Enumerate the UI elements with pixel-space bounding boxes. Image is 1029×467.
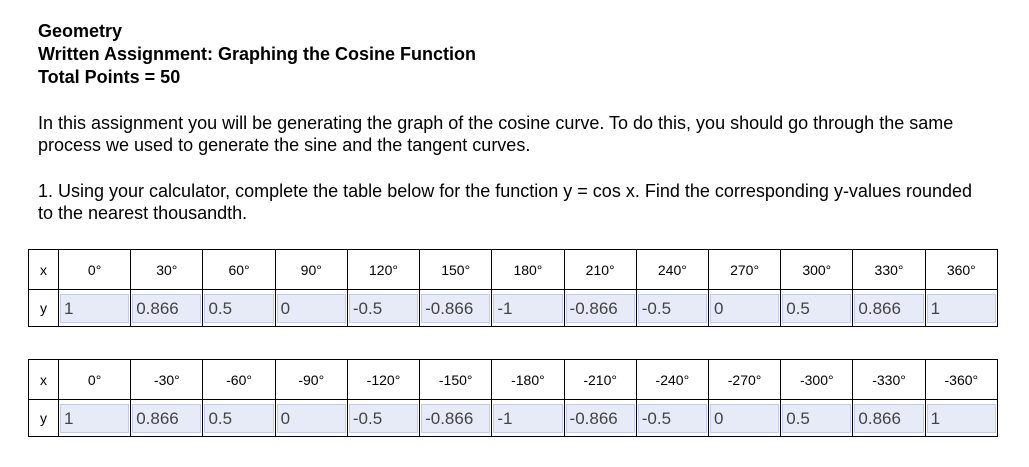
y-cell xyxy=(492,290,564,327)
x-value: 120° xyxy=(347,250,419,290)
y-input-field[interactable]: 0.866 xyxy=(854,294,923,323)
y-cell xyxy=(131,400,203,437)
question-1-text: 1. Using your calculator, complete the table below for the function y = cos x. Find the corresponding y-values rounded to the nearest thousandth. xyxy=(38,181,973,223)
y-cell xyxy=(925,400,997,437)
y-input-field[interactable]: 0.5 xyxy=(204,404,273,433)
x-value: 270° xyxy=(708,250,780,290)
x-row-label: x xyxy=(29,360,59,400)
x-value: -150° xyxy=(420,360,492,400)
x-value: 300° xyxy=(781,250,853,290)
x-row-label: x xyxy=(29,250,59,290)
y-cell xyxy=(492,400,564,437)
y-cell xyxy=(347,400,419,437)
x-value: -30° xyxy=(131,360,203,400)
x-value: 240° xyxy=(636,250,708,290)
y-row-label: y xyxy=(29,290,59,327)
y-input-field[interactable]: 1 xyxy=(927,294,996,323)
x-value: -120° xyxy=(347,360,419,400)
x-value: 30° xyxy=(131,250,203,290)
y-cell xyxy=(347,290,419,327)
y-cell xyxy=(853,400,925,437)
assignment-title: Written Assignment: Graphing the Cosine Function xyxy=(38,44,477,64)
x-value: -360° xyxy=(925,360,997,400)
y-input-field[interactable]: 0.5 xyxy=(782,404,851,433)
y-input-field[interactable]: 0.5 xyxy=(204,294,273,323)
y-input-field[interactable]: 0 xyxy=(277,404,346,433)
y-input-field[interactable]: -0.5 xyxy=(638,294,707,323)
course-title: Geometry xyxy=(38,21,123,41)
cosine-table-positive xyxy=(28,249,998,327)
y-cell xyxy=(636,290,708,327)
y-input-field[interactable]: -1 xyxy=(493,294,562,323)
total-points: Total Points = 50 xyxy=(38,67,181,87)
intro-paragraph: In this assignment you will be generating the graph of the cosine curve. To do this, you should go through the same process we used to generate the sine and the tangent curves. xyxy=(38,113,954,155)
x-value: 60° xyxy=(203,250,275,290)
x-value: -240° xyxy=(636,360,708,400)
y-input-field[interactable]: -1 xyxy=(493,404,562,433)
y-cell xyxy=(59,290,131,327)
y-cell xyxy=(275,290,347,327)
y-cell xyxy=(420,400,492,437)
y-input-field[interactable]: 0 xyxy=(277,294,346,323)
x-value: -210° xyxy=(564,360,636,400)
y-input-field[interactable]: -0.866 xyxy=(566,294,635,323)
y-input-field[interactable]: -0.866 xyxy=(566,404,635,433)
y-cell xyxy=(59,400,131,437)
x-value: -180° xyxy=(492,360,564,400)
y-input-field[interactable]: -0.5 xyxy=(349,294,418,323)
x-value: 360° xyxy=(925,250,997,290)
x-value: -330° xyxy=(853,360,925,400)
x-row xyxy=(29,250,998,290)
y-row-label: y xyxy=(29,400,59,437)
y-input-field[interactable]: -0.866 xyxy=(421,294,490,323)
document-header xyxy=(38,20,476,89)
y-input-field[interactable]: 1 xyxy=(927,404,996,433)
y-row xyxy=(29,290,998,327)
y-input-field[interactable]: 0.866 xyxy=(132,294,201,323)
y-cell xyxy=(708,290,780,327)
y-input-field[interactable]: 0 xyxy=(710,294,779,323)
y-cell xyxy=(636,400,708,437)
y-input-field[interactable]: 0.866 xyxy=(854,404,923,433)
x-value: -60° xyxy=(203,360,275,400)
x-value: 0° xyxy=(59,360,131,400)
x-value: -300° xyxy=(781,360,853,400)
y-cell xyxy=(853,290,925,327)
y-cell xyxy=(203,400,275,437)
y-cell xyxy=(564,290,636,327)
x-value: 210° xyxy=(564,250,636,290)
y-cell xyxy=(275,400,347,437)
cosine-table-negative xyxy=(28,359,998,437)
y-input-field[interactable]: 0.866 xyxy=(132,404,201,433)
y-input-field[interactable]: 0 xyxy=(710,404,779,433)
y-cell xyxy=(781,290,853,327)
x-value: 150° xyxy=(420,250,492,290)
x-value: 90° xyxy=(275,250,347,290)
x-value: 330° xyxy=(853,250,925,290)
y-input-field[interactable]: 1 xyxy=(60,294,129,323)
x-value: -270° xyxy=(708,360,780,400)
y-cell xyxy=(420,290,492,327)
y-input-field[interactable]: -0.5 xyxy=(349,404,418,433)
y-cell xyxy=(131,290,203,327)
y-input-field[interactable]: -0.5 xyxy=(638,404,707,433)
y-cell xyxy=(708,400,780,437)
x-value: 0° xyxy=(59,250,131,290)
x-row xyxy=(29,360,998,400)
x-value: 180° xyxy=(492,250,564,290)
y-cell xyxy=(781,400,853,437)
y-cell xyxy=(203,290,275,327)
y-input-field[interactable]: 1 xyxy=(60,404,129,433)
y-cell xyxy=(564,400,636,437)
y-input-field[interactable]: 0.5 xyxy=(782,294,851,323)
y-cell xyxy=(925,290,997,327)
x-value: -90° xyxy=(275,360,347,400)
y-input-field[interactable]: -0.866 xyxy=(421,404,490,433)
y-row xyxy=(29,400,998,437)
